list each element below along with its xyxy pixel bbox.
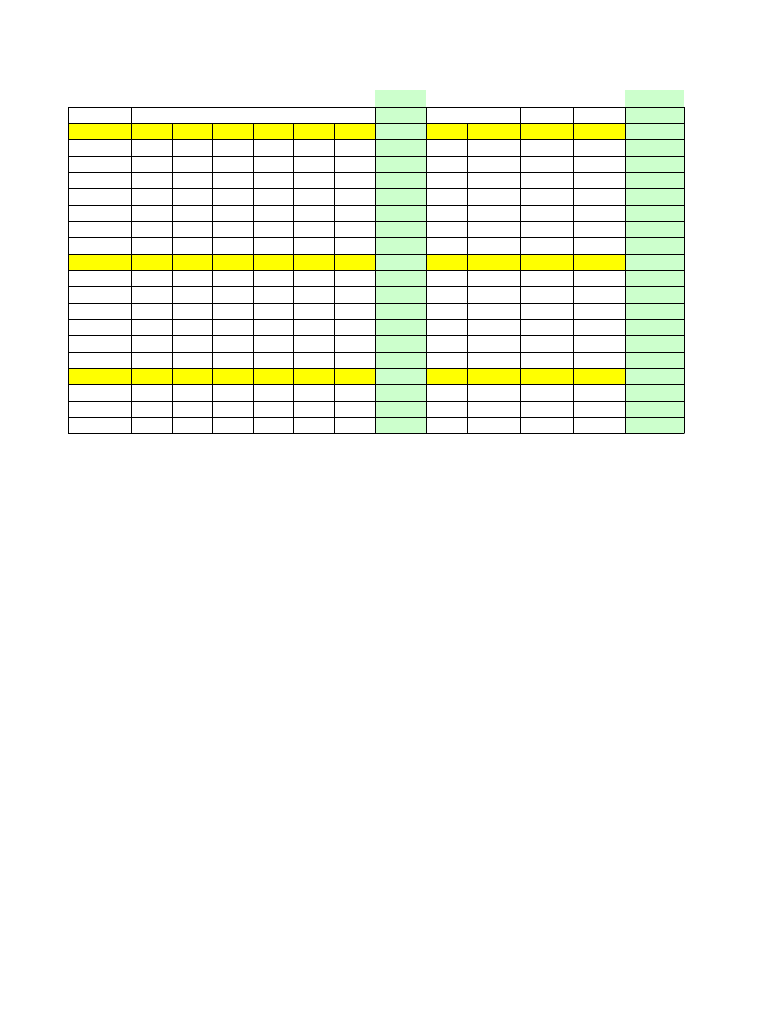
row-8-jan (131, 270, 172, 286)
row-5-total-s2 (625, 221, 684, 237)
total-column-fill (625, 90, 684, 123)
row-15-jul (426, 384, 467, 400)
row-6-total-s1 (375, 237, 426, 253)
group-14-mar (212, 368, 253, 384)
row-17-okt (573, 417, 625, 433)
row-1-sep (520, 156, 573, 172)
row-17-mar (212, 417, 253, 433)
row-2-mei (293, 172, 334, 188)
row-0-sep (520, 139, 573, 155)
header-kode (68, 123, 131, 139)
group-7-mar (212, 254, 253, 270)
row-9-jun (334, 286, 375, 302)
row-16-ags (467, 401, 520, 417)
group-14-okt (573, 368, 625, 384)
row-3-total-s1 (375, 188, 426, 204)
group-14-apr (253, 368, 293, 384)
row-11-ags (467, 319, 520, 335)
row-17-sep (520, 417, 573, 433)
header-okt (573, 123, 625, 139)
row-13-mei (293, 352, 334, 368)
row-5-mei (293, 221, 334, 237)
row-5-feb (172, 221, 212, 237)
row-1-jun (334, 156, 375, 172)
row-2-jun (334, 172, 375, 188)
row-16-sep (520, 401, 573, 417)
row-5-okt (573, 221, 625, 237)
row-11-jul (426, 319, 467, 335)
row-1-total-s1 (375, 156, 426, 172)
row-9-kode (68, 286, 131, 302)
row-3-jul (426, 188, 467, 204)
row-3-total-s2 (625, 188, 684, 204)
group-14-total-s2 (625, 368, 684, 384)
row-17-feb (172, 417, 212, 433)
row-15-total-s2 (625, 384, 684, 400)
row-11-mar (212, 319, 253, 335)
row-0-mar (212, 139, 253, 155)
row-13-total-s1 (375, 352, 426, 368)
row-2-ags (467, 172, 520, 188)
header-mei (293, 123, 334, 139)
row-9-okt (573, 286, 625, 302)
row-4-total-s2 (625, 205, 684, 221)
group-7-total-s1 (375, 254, 426, 270)
group-14-feb (172, 368, 212, 384)
row-2-sep (520, 172, 573, 188)
row-0-jan (131, 139, 172, 155)
row-17-total-s1 (375, 417, 426, 433)
row-6-ags (467, 237, 520, 253)
row-4-kode (68, 205, 131, 221)
row-9-total-s1 (375, 286, 426, 302)
row-1-mar (212, 156, 253, 172)
row-15-jun (334, 384, 375, 400)
row-2-kode (68, 172, 131, 188)
header-apr (253, 123, 293, 139)
row-3-mar (212, 188, 253, 204)
header-total-s2 (625, 123, 684, 139)
row-12-total-s2 (625, 335, 684, 351)
row-5-jul (426, 221, 467, 237)
row-15-jan (131, 384, 172, 400)
row-2-feb (172, 172, 212, 188)
row-16-apr (253, 401, 293, 417)
row-12-kode (68, 335, 131, 351)
row-8-jun (334, 270, 375, 286)
row-10-ags (467, 303, 520, 319)
row-12-mar (212, 335, 253, 351)
row-12-ags (467, 335, 520, 351)
row-15-ags (467, 384, 520, 400)
group-14-kode (68, 368, 131, 384)
row-6-jan (131, 237, 172, 253)
group-7-mei (293, 254, 334, 270)
header-total-s1 (375, 123, 426, 139)
row-8-kode (68, 270, 131, 286)
row-6-sep (520, 237, 573, 253)
row-8-total-s1 (375, 270, 426, 286)
group-14-ags (467, 368, 520, 384)
row-13-apr (253, 352, 293, 368)
row-10-mei (293, 303, 334, 319)
row-1-jul (426, 156, 467, 172)
row-4-total-s1 (375, 205, 426, 221)
group-14-jun (334, 368, 375, 384)
row-1-kode (68, 156, 131, 172)
row-6-jun (334, 237, 375, 253)
row-10-apr (253, 303, 293, 319)
row-4-jan (131, 205, 172, 221)
row-8-okt (573, 270, 625, 286)
row-4-mei (293, 205, 334, 221)
row-3-okt (573, 188, 625, 204)
row-5-kode (68, 221, 131, 237)
row-0-total-s1 (375, 139, 426, 155)
row-3-apr (253, 188, 293, 204)
row-11-total-s2 (625, 319, 684, 335)
row-5-jun (334, 221, 375, 237)
semester-1-header (131, 107, 375, 123)
header-feb (172, 123, 212, 139)
header-jul (426, 123, 467, 139)
group-7-total-s2 (625, 254, 684, 270)
row-6-feb (172, 237, 212, 253)
row-10-total-s2 (625, 303, 684, 319)
row-2-jul (426, 172, 467, 188)
row-13-feb (172, 352, 212, 368)
row-4-okt (573, 205, 625, 221)
row-8-sep (520, 270, 573, 286)
row-10-kode (68, 303, 131, 319)
row-1-mei (293, 156, 334, 172)
row-8-apr (253, 270, 293, 286)
row-6-kode (68, 237, 131, 253)
row-1-ags (467, 156, 520, 172)
row-8-mar (212, 270, 253, 286)
group-7-okt (573, 254, 625, 270)
group-7-apr (253, 254, 293, 270)
row-8-mei (293, 270, 334, 286)
row-4-apr (253, 205, 293, 221)
header-jun (334, 123, 375, 139)
row-1-jan (131, 156, 172, 172)
row-0-jun (334, 139, 375, 155)
row-3-jun (334, 188, 375, 204)
row-17-jan (131, 417, 172, 433)
row-12-jul (426, 335, 467, 351)
row-2-total-s1 (375, 172, 426, 188)
row-9-mei (293, 286, 334, 302)
group-14-mei (293, 368, 334, 384)
row-3-ags (467, 188, 520, 204)
row-10-feb (172, 303, 212, 319)
group-7-jan (131, 254, 172, 270)
row-12-jan (131, 335, 172, 351)
row-13-jun (334, 352, 375, 368)
row-11-kode (68, 319, 131, 335)
row-2-mar (212, 172, 253, 188)
row-4-mar (212, 205, 253, 221)
row-9-sep (520, 286, 573, 302)
row-10-total-s1 (375, 303, 426, 319)
row-12-feb (172, 335, 212, 351)
row-3-kode (68, 188, 131, 204)
row-12-jun (334, 335, 375, 351)
row-17-mei (293, 417, 334, 433)
row-16-feb (172, 401, 212, 417)
header-sep (520, 123, 573, 139)
header-ags (467, 123, 520, 139)
row-0-total-s2 (625, 139, 684, 155)
group-14-jul (426, 368, 467, 384)
row-16-okt (573, 401, 625, 417)
row-16-jan (131, 401, 172, 417)
row-0-ags (467, 139, 520, 155)
row-16-kode (68, 401, 131, 417)
row-10-jul (426, 303, 467, 319)
row-15-kode (68, 384, 131, 400)
row-13-kode (68, 352, 131, 368)
row-6-mar (212, 237, 253, 253)
row-13-ags (467, 352, 520, 368)
row-10-okt (573, 303, 625, 319)
row-10-mar (212, 303, 253, 319)
row-10-jun (334, 303, 375, 319)
row-3-mei (293, 188, 334, 204)
row-5-sep (520, 221, 573, 237)
row-16-mar (212, 401, 253, 417)
row-9-feb (172, 286, 212, 302)
row-9-jan (131, 286, 172, 302)
row-17-jul (426, 417, 467, 433)
row-13-jul (426, 352, 467, 368)
row-13-okt (573, 352, 625, 368)
row-4-sep (520, 205, 573, 221)
row-6-total-s2 (625, 237, 684, 253)
row-3-sep (520, 188, 573, 204)
row-13-jan (131, 352, 172, 368)
row-16-total-s1 (375, 401, 426, 417)
row-16-jul (426, 401, 467, 417)
group-7-ags (467, 254, 520, 270)
header-mar (212, 123, 253, 139)
row-12-mei (293, 335, 334, 351)
row-2-jan (131, 172, 172, 188)
row-0-apr (253, 139, 293, 155)
row-4-ags (467, 205, 520, 221)
group-7-kode (68, 254, 131, 270)
row-11-okt (573, 319, 625, 335)
row-11-total-s1 (375, 319, 426, 335)
row-17-kode (68, 417, 131, 433)
row-0-feb (172, 139, 212, 155)
row-11-jun (334, 319, 375, 335)
row-4-jun (334, 205, 375, 221)
row-4-jul (426, 205, 467, 221)
row-17-ags (467, 417, 520, 433)
row-10-sep (520, 303, 573, 319)
row-5-ags (467, 221, 520, 237)
row-1-feb (172, 156, 212, 172)
row-12-apr (253, 335, 293, 351)
row-4-feb (172, 205, 212, 221)
row-5-jan (131, 221, 172, 237)
row-1-apr (253, 156, 293, 172)
row-15-mar (212, 384, 253, 400)
row-13-mar (212, 352, 253, 368)
row-0-jul (426, 139, 467, 155)
row-15-sep (520, 384, 573, 400)
row-8-total-s2 (625, 270, 684, 286)
row-3-feb (172, 188, 212, 204)
row-0-okt (573, 139, 625, 155)
row-11-jan (131, 319, 172, 335)
row-12-sep (520, 335, 573, 351)
row-9-jul (426, 286, 467, 302)
row-11-feb (172, 319, 212, 335)
row-15-mei (293, 384, 334, 400)
row-1-okt (573, 156, 625, 172)
row-5-apr (253, 221, 293, 237)
row-16-jun (334, 401, 375, 417)
group-14-sep (520, 368, 573, 384)
row-15-apr (253, 384, 293, 400)
group-7-jun (334, 254, 375, 270)
row-17-total-s2 (625, 417, 684, 433)
row-5-total-s1 (375, 221, 426, 237)
group-14-jan (131, 368, 172, 384)
row-11-apr (253, 319, 293, 335)
row-6-mei (293, 237, 334, 253)
row-12-total-s1 (375, 335, 426, 351)
group-7-sep (520, 254, 573, 270)
row-8-jul (426, 270, 467, 286)
total-column-fill (375, 90, 426, 123)
row-8-ags (467, 270, 520, 286)
row-15-total-s1 (375, 384, 426, 400)
row-17-jun (334, 417, 375, 433)
row-6-jul (426, 237, 467, 253)
row-9-mar (212, 286, 253, 302)
row-9-ags (467, 286, 520, 302)
row-16-mei (293, 401, 334, 417)
row-16-total-s2 (625, 401, 684, 417)
row-10-jan (131, 303, 172, 319)
row-1-total-s2 (625, 156, 684, 172)
row-5-mar (212, 221, 253, 237)
row-2-apr (253, 172, 293, 188)
header-jan (131, 123, 172, 139)
row-8-feb (172, 270, 212, 286)
row-15-okt (573, 384, 625, 400)
row-13-sep (520, 352, 573, 368)
row-2-total-s2 (625, 172, 684, 188)
group-14-total-s1 (375, 368, 426, 384)
row-2-okt (573, 172, 625, 188)
row-0-kode (68, 139, 131, 155)
semester-2-header (426, 107, 520, 123)
row-9-total-s2 (625, 286, 684, 302)
row-11-sep (520, 319, 573, 335)
row-6-apr (253, 237, 293, 253)
row-15-feb (172, 384, 212, 400)
group-7-jul (426, 254, 467, 270)
row-11-mei (293, 319, 334, 335)
row-9-apr (253, 286, 293, 302)
row-6-okt (573, 237, 625, 253)
row-13-total-s2 (625, 352, 684, 368)
row-12-okt (573, 335, 625, 351)
row-17-apr (253, 417, 293, 433)
row-3-jan (131, 188, 172, 204)
group-7-feb (172, 254, 212, 270)
row-0-mei (293, 139, 334, 155)
